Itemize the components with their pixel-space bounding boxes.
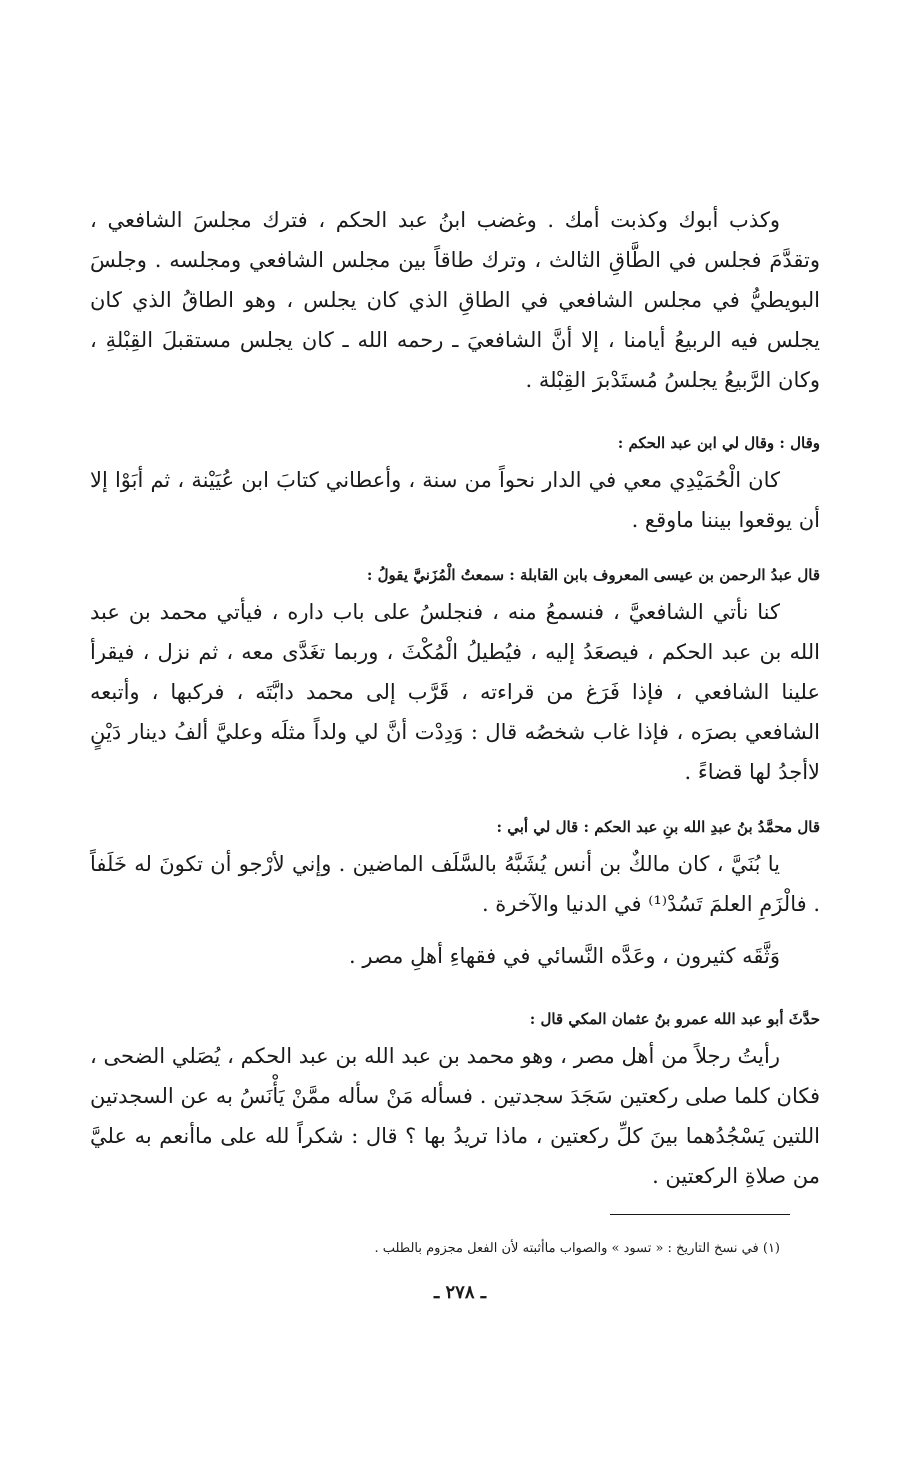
section-body: كان الْحُمَيْدِي معي في الدار نحواً من سنة ، وأعطاني كتابَ ابن عُيَيْنة ، ثم أبَوْا إلا أن يوقعوا بيننا ماوقع . [90,468,820,532]
section-1 [90,430,820,540]
opening-paragraph: وكذب أبوك وكذبت أمك . وغضب ابنُ عبد الحكم ، فترك مجلسَ الشافعي ، وتقدَّمَ فجلس في الطَّاقِ الثالث ، وترك طاقاً بين مجلس الشافعي ومجلسه . وجلسَ البويطيُّ في مجلس الشافعي في الطاقِ الذي كان يجلس ، وهو الطاقُ الذي كان يجلس فيه الربيعُ أيامنا ، إلا أنَّ الشافعيَ ـ رحمه الله ـ كان يجلس مستقبلَ القِبْلةِ ، وكان الرَّبيعُ يجلسُ مُستَدْبرَ القِبْلة . [90,208,820,392]
section-body: كنا نأتي الشافعيَّ ، فنسمعُ منه ، فنجلسُ على باب داره ، فيأتي محمد بن عبد الله بن عبد الحكم ، فيصعَدُ إليه ، فيُطيلُ الْمُكْثَ ، وربما تغَدَّى معه ، ثم نزل ، فيقرأ علينا الشافعي ، فإذا فَرَغ من قراءته ، قَرَّب إلى محمد دابَّتَه ، فركبها ، وأتبعه الشافعي بصرَه ، فإذا غاب شخصُه قال : وَدِدْت أنَّ لي ولداً مثلَه وعليَّ ألفُ دينار دَيْنٍ لاأجدُ لها قضاءً . [90,600,820,784]
section-extra: وَثَّقَه كثيرون ، وعَدَّه النَّسائي في فقهاءِ أهلِ مصر . [349,944,780,968]
footnote: (١) في نسخ التاريخ : « تسود » والصواب ماأثبته لأن الفعل مجزوم بالطلب . [374,1241,780,1256]
section-3 [90,814,820,976]
section-heading: حدَّثَ أبو عبد الله عمرو بنُ عثمان المكي قال : [529,1010,820,1028]
section-body: يا بُنَيَّ ، كان مالكٌ بن أنس يُشَبَّهُ بالسَّلَف الماضين . وإني لأرْجو أن تكونَ له خَلَفاً . فالْزَمِ العلمَ تَسُدْ⁽¹⁾ في الدنيا والآخرة . [90,852,820,916]
section-heading: قال عبدُ الرحمن بن عيسى المعروف بابن القابلة : سمعتُ الْمُزَنيَّ يقولُ : [366,566,820,584]
section-4 [90,1006,820,1196]
section-body: رأيتُ رجلاً من أهل مصر ، وهو محمد بن عبد الله بن عبد الحكم ، يُصَلي الضحى ، فكان كلما صلى ركعتين سَجَدَ سجدتين . فسأله مَنْ سأله ممَّنْ يَأْنَسُ به عن السجدتين اللتين يَسْجُدُهما بينَ كلِّ ركعتين ، ماذا تريدُ بها ؟ قال : شكراً لله على ماأنعم به عليَّ من صلاةِ الركعتين . [90,1044,820,1188]
section-heading: قال محمَّدُ بنُ عبدِ الله بنِ عبد الحكم : قال لي أبي : [496,818,820,836]
footnote-divider [610,1214,790,1215]
page-number: ـ ٢٧٨ ـ [433,1282,487,1303]
section-heading: وقال : وقال لي ابن عبد الحكم : [617,434,820,452]
section-2 [90,562,820,792]
